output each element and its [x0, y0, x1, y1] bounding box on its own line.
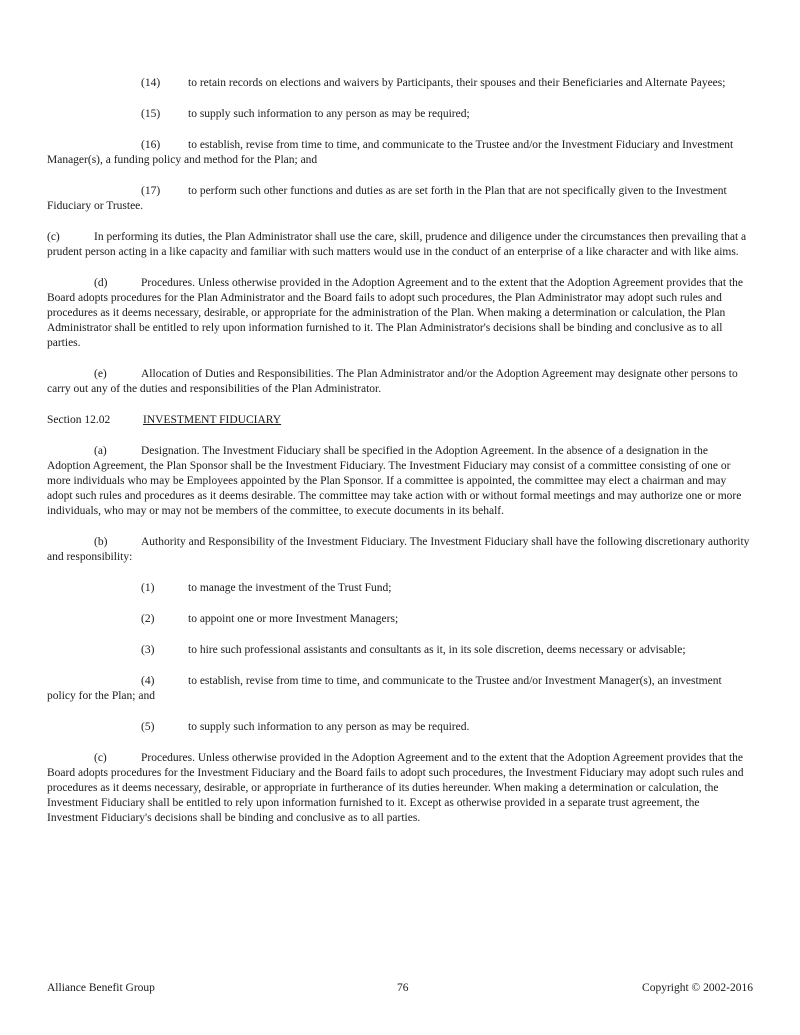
- list-item-1: (1) to manage the investment of the Trust Fund;: [141, 582, 392, 594]
- document-body: [47, 76, 753, 826]
- paragraph-c-procedures: (c) Procedures. Unless otherwise provided in the Adoption Agreement and to the extent that the Adoption Agreement provides that the Board adopts procedures for the Investment Fiduciary and the Board fails to adopt such procedures, the Investment Fiduciary may adopt such rules and procedures as it deems necessary, desirable, or appropriate in furtherance of its duties hereunder. When making a determination or calculation, the Investment Fiduciary shall be entitled to rely upon information furnished to it. Except as otherwise provided in a separate trust agreement, the Investment Fiduciary's decisions shall be binding and conclusive as to all parties.: [47, 752, 744, 824]
- list-item-14: (14) to retain records on elections and waivers by Participants, their spouses and their Beneficiaries and Alternate Payees;: [141, 77, 726, 89]
- footer-company: Alliance Benefit Group: [47, 982, 155, 994]
- list-item-5: (5) to supply such information to any person as may be required.: [141, 721, 470, 733]
- list-item-15: (15) to supply such information to any person as may be required;: [141, 108, 470, 120]
- paragraph-b-authority: (b) Authority and Responsibility of the Investment Fiduciary. The Investment Fiduciary shall have the following discretionary authority and responsibility:: [47, 536, 750, 563]
- paragraph-a-designation: (a) Designation. The Investment Fiduciary shall be specified in the Adoption Agreement. In the absence of a designation in the Adoption Agreement, the Plan Sponsor shall be the Investment Fiduciary. The Investment Fiduciary may consist of a committee consisting of one or more individuals who may be Employees appointed by the Plan Sponsor. If a committee is appointed, the committee may elect a chairman and may adopt such rules and procedures as it deems desirable. The committee may take action with or without formal meetings and may authorize one or more individuals, who may or may not be members of the committee, to execute documents in its behalf.: [47, 445, 742, 517]
- page-number: 76: [397, 982, 409, 994]
- section-heading: Section 12.02 INVESTMENT FIDUCIARY: [47, 414, 282, 426]
- list-item-17: (17) to perform such other functions and duties as are set forth in the Plan that are not specifically given to the Investment Fiduciary or Trustee.: [47, 185, 727, 212]
- page-footer: [47, 981, 753, 996]
- paragraph-e-allocation: (e) Allocation of Duties and Responsibilities. The Plan Administrator and/or the Adoption Agreement may designate other persons to carry out any of the duties and responsibilities of the Plan Administrator.: [47, 368, 738, 395]
- list-item-2: (2) to appoint one or more Investment Managers;: [141, 613, 399, 625]
- paragraph-c-care: (c) In performing its duties, the Plan Administrator shall use the care, skill, prudence and diligence under the circumstances then prevailing that a prudent person acting in a like capacity and familiar with such matters would use in the conduct of an enterprise of a like character and with like aims.: [47, 231, 747, 258]
- list-item-16: (16) to establish, revise from time to time, and communicate to the Trustee and/or the Investment Fiduciary and Investment Manager(s), a funding policy and method for the Plan; and: [47, 139, 734, 166]
- paragraph-d-procedures: (d) Procedures. Unless otherwise provided in the Adoption Agreement and to the extent that the Adoption Agreement provides that the Board adopts procedures for the Plan Administrator and the Board fails to adopt such procedures, the Plan Administrator may adopt such rules and procedures as it deems necessary, desirable, or appropriate for the administration of the Plan. When making a determination or calculation, the Plan Administrator shall be entitled to rely upon information furnished to it. The Plan Administrator's decisions shall be binding and conclusive as to all parties.: [47, 277, 744, 349]
- list-item-3: (3) to hire such professional assistants and consultants as it, in its sole discretion, deems necessary or advisable;: [141, 644, 686, 656]
- list-item-4: (4) to establish, revise from time to time, and communicate to the Trustee and/or Investment Manager(s), an investment policy for the Plan; and: [47, 675, 722, 702]
- footer-copyright: Copyright © 2002-2016: [642, 982, 753, 994]
